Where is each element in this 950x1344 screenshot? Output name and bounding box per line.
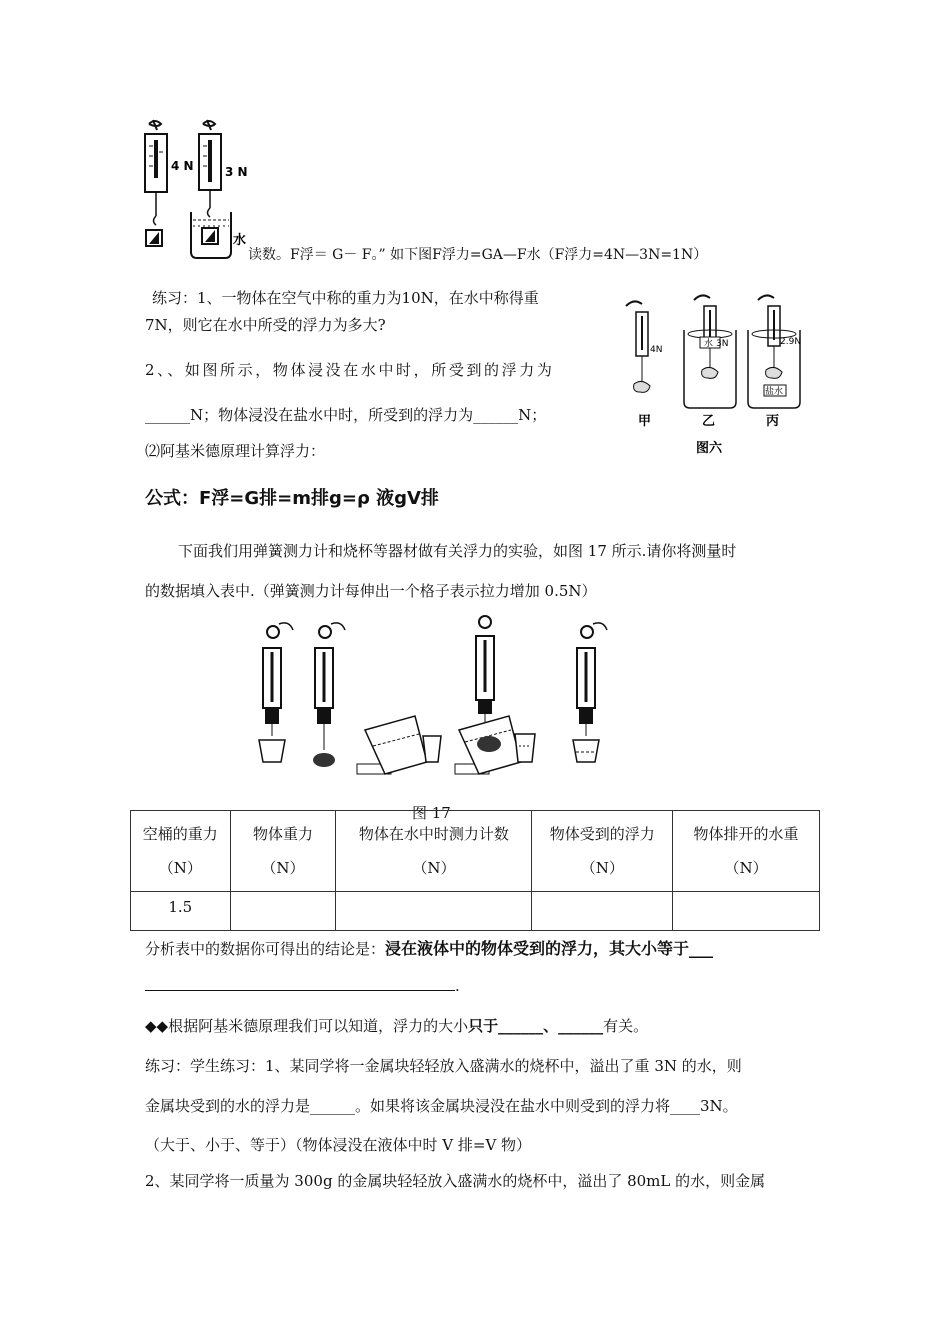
archimedes-text: ◆◆根据阿基米德原理我们可以知道，浮力的大小 — [145, 1017, 469, 1035]
intro-line1: 下面我们用弹簧测力计和烧杯等器材做有关浮力的实验，如图 17 所示.请你将测量时 — [178, 542, 737, 560]
label-4n: 4 N — [171, 159, 194, 173]
table-row — [131, 892, 820, 931]
practice-line3: （大于、小于、等于）（物体浸没在液体中时 V 排=V 物） — [145, 1136, 532, 1154]
fig6-label-3n: 3N — [716, 339, 729, 349]
label-water: 水 — [233, 233, 247, 248]
label-3n: 3 N — [225, 165, 248, 179]
formula: 公式：F浮=G排=m排g=ρ 液gV排 — [145, 488, 439, 509]
practice-line2: 金属块受到的水的浮力是______。如果将该金属块浸没在盐水中则受到的浮力将____3N。 — [145, 1097, 738, 1115]
table-cell[interactable] — [532, 892, 673, 931]
header-cell: 物体在水中时测力计数 （N） — [336, 811, 532, 892]
header-cell: 物体排开的水重 （N） — [673, 811, 820, 892]
fig6-label-4n: 4N — [650, 345, 663, 355]
exercise2-line1: 2、、如图所示，物体浸没在水中时，所受到的浮力为 — [145, 361, 555, 379]
table-cell[interactable] — [673, 892, 820, 931]
intro-line2: 的数据填入表中.（弹簧测力计每伸出一个格子表示拉力增加 0.5N） — [145, 582, 597, 600]
exercise1-line2: 7N，则它在水中所受的浮力为多大? — [145, 316, 386, 334]
table-cell[interactable] — [336, 892, 532, 931]
reading-line: 读数。F浮＝ G－ F。” 如下图F浮力=GA—F水（F浮力=4N—3N=1N） — [248, 247, 708, 263]
answer-blank[interactable] — [145, 976, 455, 991]
conclusion-line2 — [145, 976, 460, 995]
header-cell: 空桶的重力 （N） — [131, 811, 231, 892]
section2-title: ⑵阿基米德原理计算浮力： — [145, 442, 326, 460]
spring-scale-figure — [135, 118, 255, 260]
archimedes-line — [145, 1015, 648, 1036]
conclusion-bold: 浸在液体中的物体受到的浮力，其大小等于___ — [385, 939, 714, 958]
figure-6 — [612, 290, 812, 460]
conclusion-line — [145, 936, 713, 959]
fig6-label-water: 水 — [704, 339, 714, 349]
table-cell[interactable] — [230, 892, 336, 931]
header-cell: 物体受到的浮力 （N） — [532, 811, 673, 892]
exercise2-line2: ______N；物体浸没在盐水中时，所受到的浮力为______N； — [145, 406, 547, 424]
fig6-label-29n: 2.9N — [780, 337, 802, 347]
figure-17 — [245, 612, 635, 782]
table-header-row — [131, 811, 820, 892]
fig6-label-jia: 甲 — [638, 414, 652, 429]
table-cell[interactable]: 1.5 — [131, 892, 231, 931]
practice-line4: 2、某同学将一质量为 300g 的金属块轻轻放入盛满水的烧杯中，溢出了 80mL 的水，则金属 — [145, 1172, 766, 1190]
header-cell: 物体重力 （N） — [230, 811, 336, 892]
exercise1-line1: 练习：1、一物体在空气中称的重力为10N，在水中称得重 — [152, 289, 539, 307]
data-table — [130, 810, 820, 931]
fig17-caption: 图 17 — [412, 804, 451, 822]
fig6-caption: 图六 — [696, 441, 723, 456]
archimedes-blanks: 只于______、______ — [468, 1017, 604, 1035]
fig6-label-bing: 丙 — [766, 414, 780, 429]
conclusion-period: . — [455, 977, 460, 995]
conclusion-prefix: 分析表中的数据你可得出的结论是： — [145, 940, 386, 958]
fig6-label-salt: 盐水 — [765, 387, 784, 397]
practice-line1: 练习：学生练习：1、某同学将一金属块轻轻放入盛满水的烧杯中，溢出了重 3N 的水，则 — [145, 1057, 742, 1075]
archimedes-end: 有关。 — [603, 1017, 649, 1035]
fig6-label-yi: 乙 — [702, 414, 716, 429]
